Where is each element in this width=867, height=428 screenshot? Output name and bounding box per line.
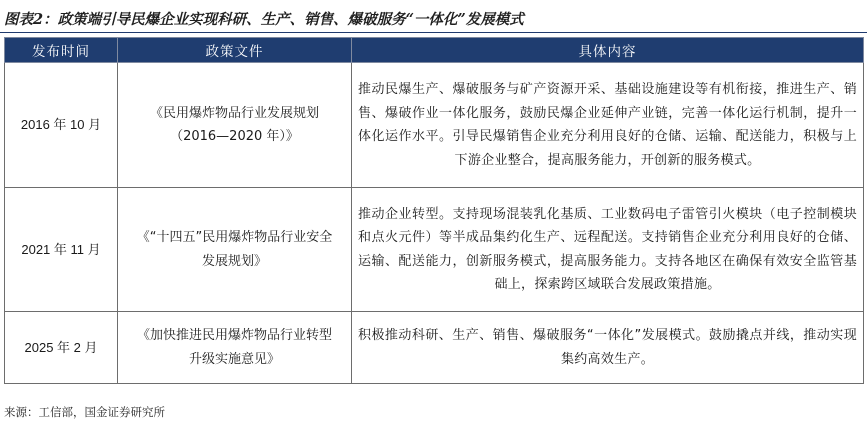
- header-document: 政策文件: [118, 38, 352, 63]
- table-header-row: [5, 38, 864, 63]
- table-row: [5, 63, 864, 188]
- row-document: 《加快推进民用爆炸物品行业转型升级实施意见》: [118, 312, 352, 384]
- policy-table: [4, 37, 864, 384]
- row-date: 2025 年 2 月: [5, 312, 118, 384]
- row-content: 推动企业转型。支持现场混装乳化基质、工业数码电子雷管引火模块（电子控制模块和点火元件）等半成品集约化生产、远程配送。支持销售企业充分利用良好的仓储、运输、配送能力，创新服务模式，提高服务能力。支持各地区在确保有效安全监管基础上，探索跨区域联合发展政策措施。: [352, 188, 864, 312]
- row-document: 《“十四五”民用爆炸物品行业安全发展规划》: [118, 188, 352, 312]
- figure-title: 图表2：政策端引导民爆企业实现科研、生产、销售、爆破服务“一体化”发展模式: [4, 11, 524, 28]
- header-date: 发布时间: [5, 38, 118, 63]
- row-date: 2016 年 10 月: [5, 63, 118, 188]
- row-content: 推动民爆生产、爆破服务与矿产资源开采、基础设施建设等有机衔接，推进生产、销售、爆破作业一体化服务，鼓励民爆企业延伸产业链，完善一体化运行机制，提升一体化运作水平。引导民爆销售企业充分利用良好的仓储、运输、配送能力，积极与上下游企业整合，提高服务能力，开创新的服务模式。: [352, 63, 864, 188]
- row-document: 《民用爆炸物品行业发展规划（2016—2020 年）》: [118, 63, 352, 188]
- table-row: [5, 188, 864, 312]
- row-content: 积极推动科研、生产、销售、爆破服务“一体化”发展模式。鼓励撬点并线，推动实现集约高效生产。: [352, 312, 864, 384]
- table-row: [5, 312, 864, 384]
- header-content: 具体内容: [352, 38, 864, 63]
- title-divider: [0, 32, 867, 33]
- row-date: 2021 年 11 月: [5, 188, 118, 312]
- source-note: 来源：工信部，国金证券研究所: [4, 405, 165, 419]
